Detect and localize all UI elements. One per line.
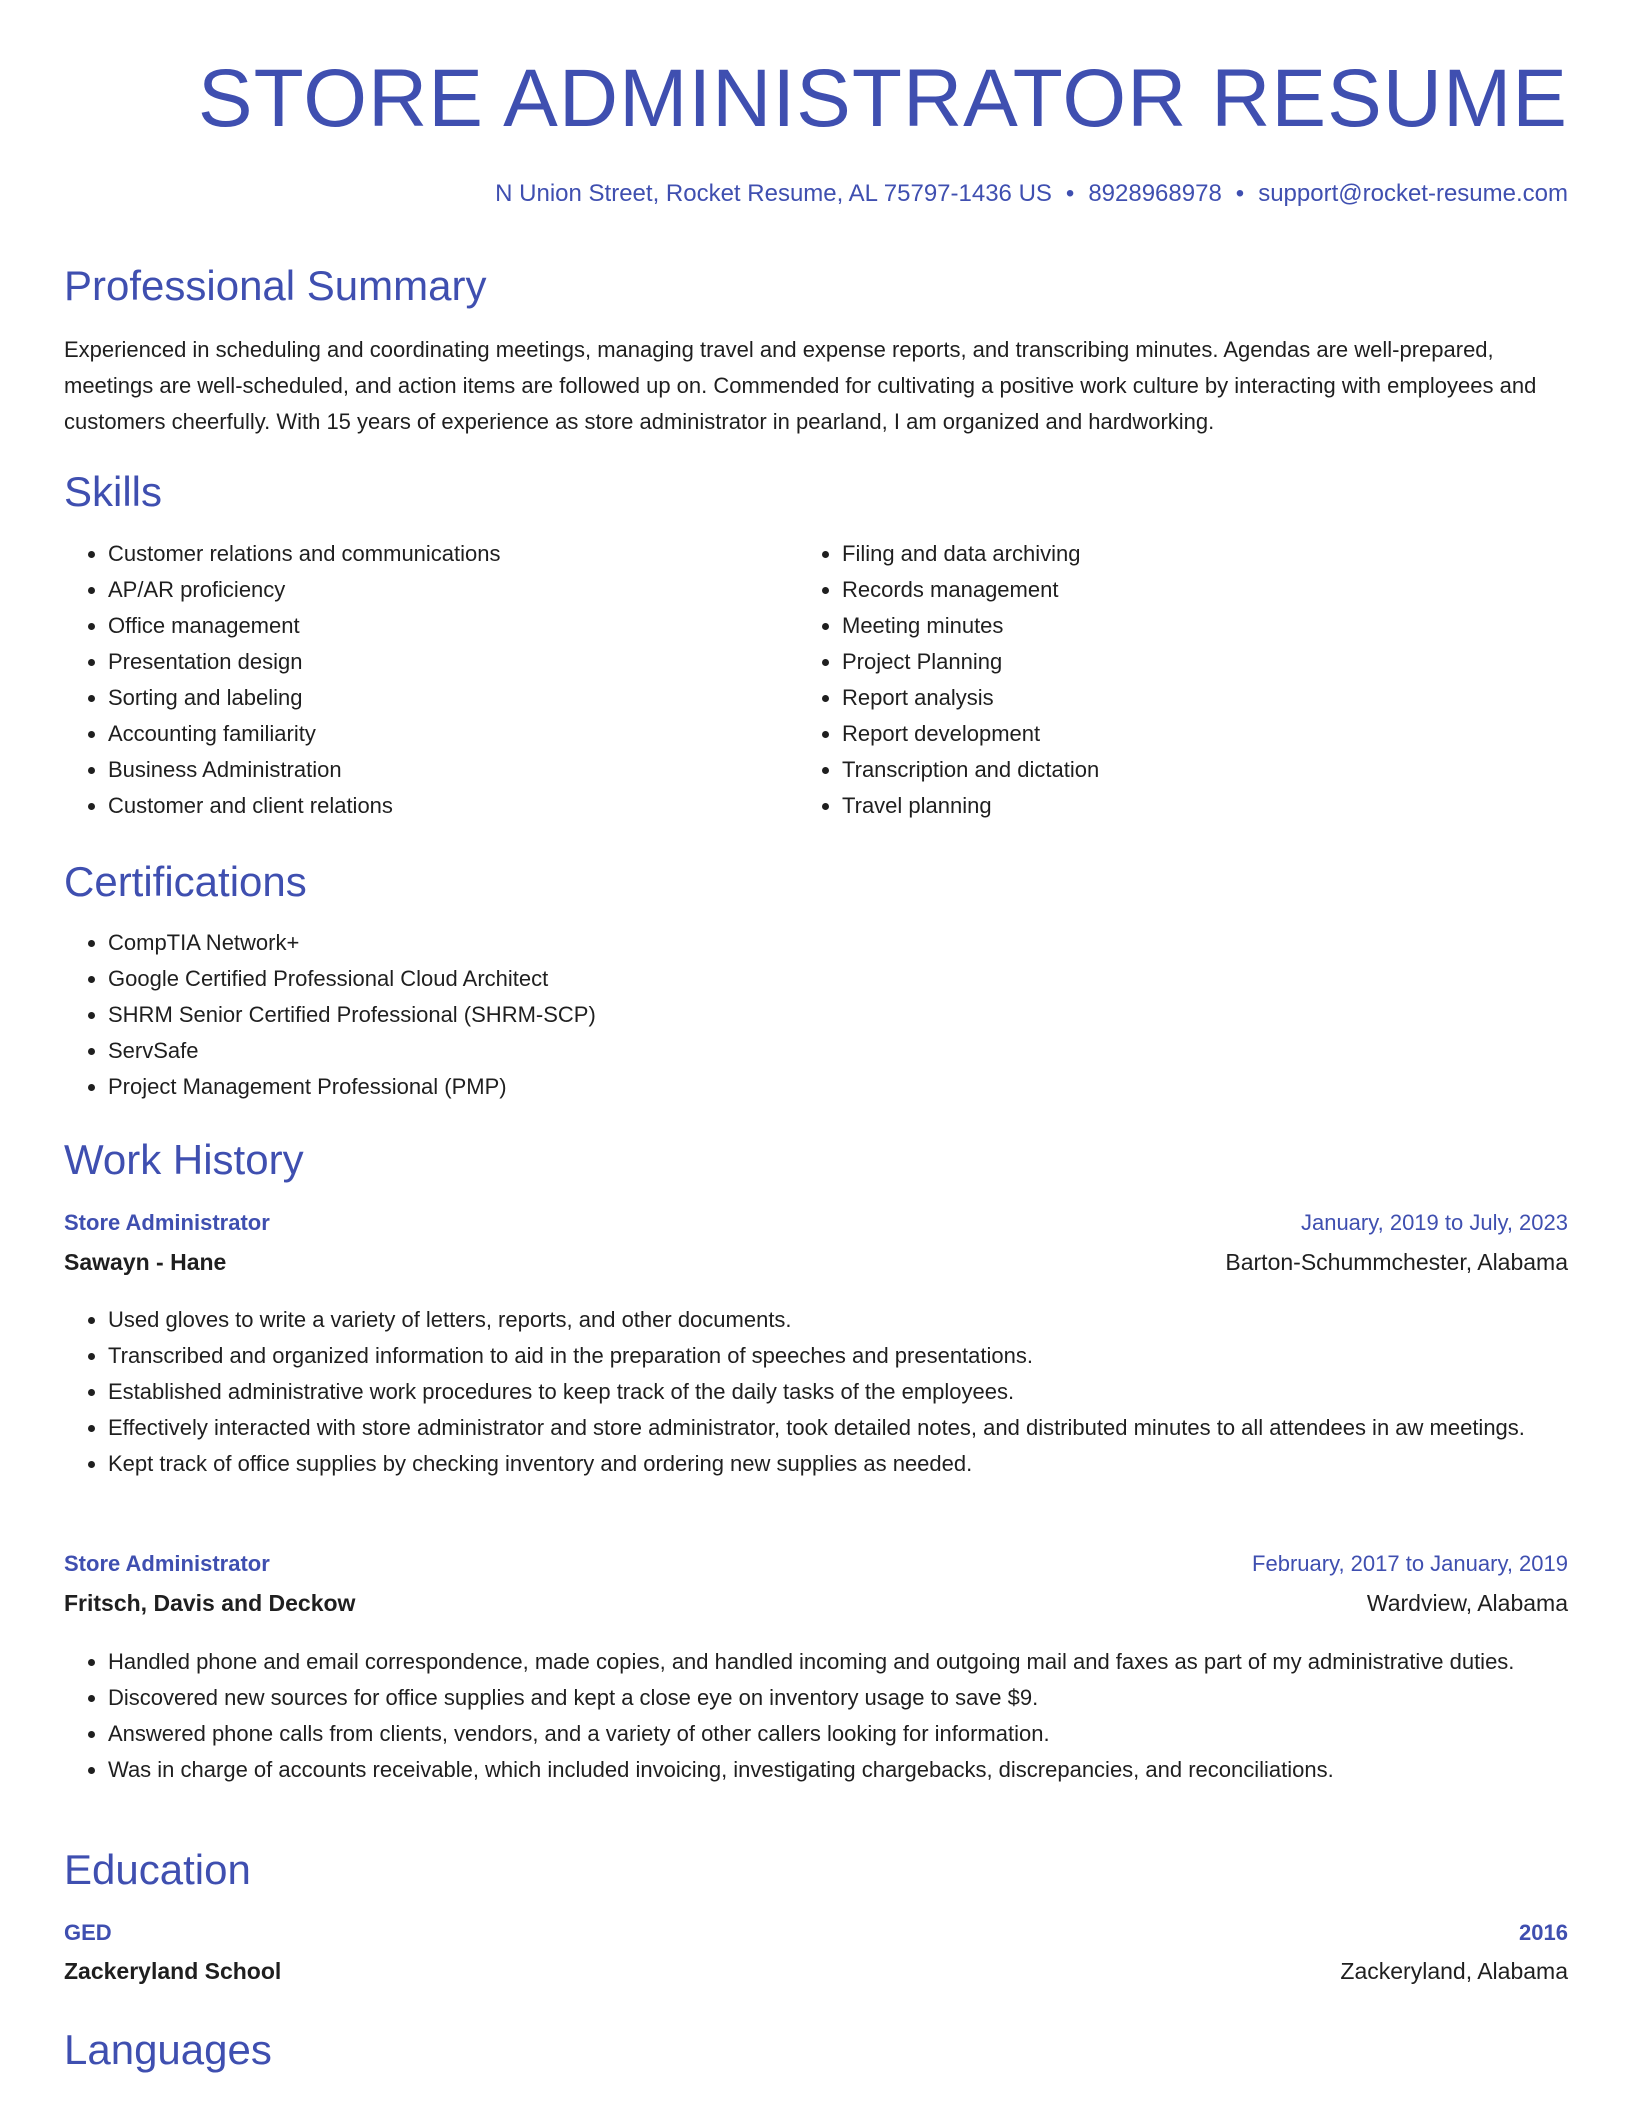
skill-item: • Presentation design <box>108 644 808 680</box>
skills-list-left <box>64 536 808 824</box>
job-bullet: • Answered phone calls from clients, vendors, and a variety of other callers looking for information. <box>108 1716 1568 1752</box>
job-bullet: • Was in charge of accounts receivable, which included invoicing, investigating chargebacks, discrepancies, and reconciliations. <box>108 1752 1568 1788</box>
skill-item: • Meeting minutes <box>842 608 1542 644</box>
graduation-year: 2016 <box>1519 1920 1568 1945</box>
school-location: Zackeryland, Alabama <box>1340 1958 1568 1984</box>
job-title: Store Administrator <box>64 1210 270 1235</box>
summary-text: Experienced in scheduling and coordinating meetings, managing travel and expense reports, and transcribing minutes. Agendas are well-prepared, meetings are well-scheduled, and action items are followed up on. Commended for cultivating a positive work culture by interacting with employees and customers cheerfully. With 15 years of experience as store administrator in pearland, I am organized and hardworking. <box>64 337 1537 434</box>
skill-item: • Travel planning <box>842 788 1542 824</box>
job-title: Store Administrator <box>64 1551 270 1576</box>
degree-name: GED <box>64 1920 112 1945</box>
skill-item: • Accounting familiarity <box>108 716 808 752</box>
certifications-list <box>64 925 1508 1105</box>
skill-item: • Business Administration <box>108 752 808 788</box>
job-location: Wardview, Alabama <box>1366 1590 1568 1616</box>
contact-phone[interactable]: 8928968978 <box>1088 180 1222 207</box>
contact-email[interactable]: support@rocket-resume.com <box>1258 180 1568 207</box>
certification-item: • Project Management Professional (PMP) <box>108 1069 1508 1105</box>
job-bullets <box>64 1302 1568 1482</box>
job-dates: February, 2017 to January, 2019 <box>1252 1551 1568 1576</box>
job-bullet: • Discovered new sources for office supplies and kept a close eye on inventory usage to save $9. <box>108 1680 1568 1716</box>
skill-item: • Customer relations and communications <box>108 536 808 572</box>
skill-item: • AP/AR proficiency <box>108 572 808 608</box>
skills-list-right <box>798 536 1542 824</box>
summary-heading: Professional Summary <box>64 262 487 309</box>
job-bullet: • Effectively interacted with store administrator and store administrator, took detailed notes, and distributed minutes to all attendees in aw meetings. <box>108 1410 1568 1446</box>
work-history-heading: Work History <box>64 1136 304 1183</box>
skill-item: • Office management <box>108 608 808 644</box>
certification-item: • Google Certified Professional Cloud Architect <box>108 961 1508 997</box>
skill-item: • Sorting and labeling <box>108 680 808 716</box>
skill-item: • Transcription and dictation <box>842 752 1542 788</box>
employer-name: Fritsch, Davis and Deckow <box>64 1590 356 1616</box>
skill-item: • Records management <box>842 572 1542 608</box>
separator-dot: • <box>1235 180 1245 207</box>
job-bullets <box>64 1644 1568 1788</box>
job-dates: January, 2019 to July, 2023 <box>1300 1210 1568 1235</box>
job-bullet: • Used gloves to write a variety of letters, reports, and other documents. <box>108 1302 1568 1338</box>
certification-item: • SHRM Senior Certified Professional (SHRM-SCP) <box>108 997 1508 1033</box>
certifications-heading: Certifications <box>64 858 307 905</box>
skill-item: • Report development <box>842 716 1542 752</box>
job-bullet: • Handled phone and email correspondence, made copies, and handled incoming and outgoing mail and faxes as part of my administrative duties. <box>108 1644 1568 1680</box>
skill-item: • Customer and client relations <box>108 788 808 824</box>
contact-address: N Union Street, Rocket Resume, AL 75797-1436 US <box>495 180 1052 207</box>
languages-heading: Languages <box>64 2026 272 2073</box>
skill-item: • Filing and data archiving <box>842 536 1542 572</box>
job-location: Barton-Schummchester, Alabama <box>1225 1249 1568 1275</box>
skills-heading: Skills <box>64 468 163 515</box>
skill-item: • Report analysis <box>842 680 1542 716</box>
education-heading: Education <box>64 1846 251 1893</box>
job-bullet: • Kept track of office supplies by checking inventory and ordering new supplies as needed. <box>108 1446 1568 1482</box>
job-bullet: • Established administrative work procedures to keep track of the daily tasks of the employees. <box>108 1374 1568 1410</box>
school-name: Zackeryland School <box>64 1958 282 1984</box>
separator-dot: • <box>1065 180 1075 207</box>
contact-line <box>495 180 1568 208</box>
certification-item: • ServSafe <box>108 1033 1508 1069</box>
certification-item: • CompTIA Network+ <box>108 925 1508 961</box>
resume-title: STORE ADMINISTRATOR RESUME <box>197 53 1568 144</box>
employer-name: Sawayn - Hane <box>64 1249 227 1275</box>
skill-item: • Project Planning <box>842 644 1542 680</box>
job-bullet: • Transcribed and organized information to aid in the preparation of speeches and presentations. <box>108 1338 1568 1374</box>
